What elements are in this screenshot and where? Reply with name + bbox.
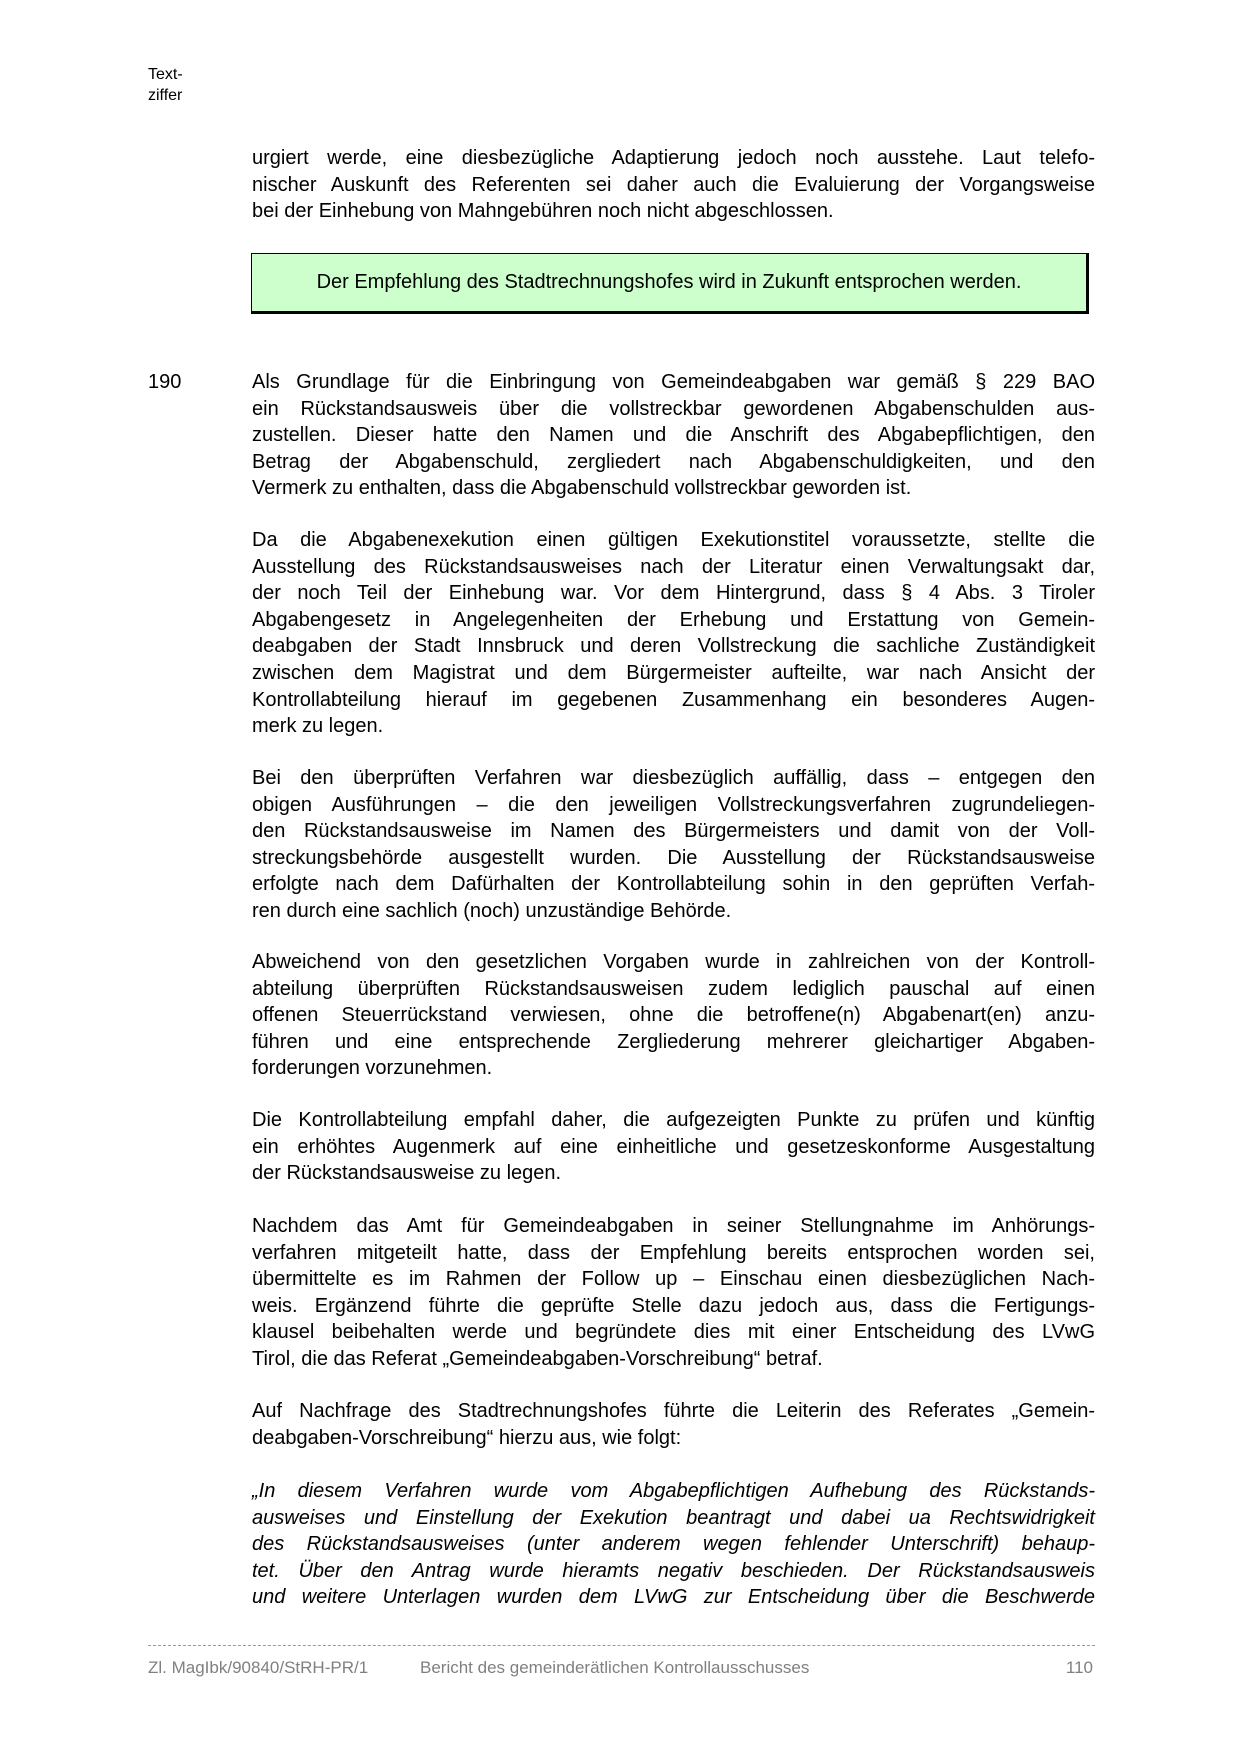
margin-label-line2: ziffer [148,87,183,104]
quote-line: des Rückstandsausweises (unter anderem wegen fehlender Unterschrift) behaup- [252,1533,1095,1556]
recommendation-text: Der Empfehlung des Stadtrechnungshofes wird in Zukunft entsprochen werden. [316,271,1022,293]
paragraph-7 [252,1398,1095,1451]
page-number: 110 [1065,1658,1093,1677]
text-line: übermittelte es im Rahmen der Follow up – Einschau einen diesbezüglichen Nach- [252,1268,1095,1291]
footer-divider [148,1645,1095,1646]
quote-line: ausweises und Einstellung der Exekution beantragt und dabei ua Rechtswidrigkeit [252,1506,1095,1529]
text-line: verfahren mitgeteilt hatte, dass der Empfehlung bereits entsprochen worden sei, [252,1241,1095,1264]
footer-title: Bericht des gemeinderätlichen Kontrollausschusses [420,1658,810,1677]
text-line: der noch Teil der Einhebung war. Vor dem Hintergrund, dass § 4 Abs. 3 Tiroler [252,582,1095,605]
text-line: deabgaben-Vorschreibung“ hierzu aus, wie folgt: [252,1426,682,1449]
paragraph-4 [252,949,1095,1082]
text-line: zustellen. Dieser hatte den Namen und die Anschrift des Abgabepflichtigen, den [252,424,1095,447]
text-line: ren durch eine sachlich (noch) unzuständige Behörde. [252,899,732,922]
text-line: abteilung überprüften Rückstandsausweisen zudem lediglich pauschal auf einen [252,977,1095,1000]
text-line: Als Grundlage für die Einbringung von Gemeindeabgaben war gemäß § 229 BAO [252,371,1095,393]
text-line: forderungen vorzunehmen. [252,1057,493,1080]
text-line: führen und eine entsprechende Zergliederung mehrerer gleichartiger Abgaben- [252,1030,1095,1053]
paragraph-2 [252,527,1095,740]
text-line: nischer Auskunft des Referenten sei daher auch die Evaluierung der Vorgangsweise [252,173,1095,196]
text-line: deabgaben der Stadt Innsbruck und deren Vollstreckung die sachliche Zuständigkeit [252,635,1095,658]
text-line: Ausstellung des Rückstandsausweises nach der Literatur einen Verwaltungsakt dar, [252,555,1095,578]
text-line: Kontrollabteilung hierauf im gegebenen Zusammenhang ein besonderes Augen- [252,688,1095,711]
text-line: obigen Ausführungen – die den jeweiligen Vollstreckungsverfahren zugrundeliegen- [252,793,1095,816]
text-line: weis. Ergänzend führte die geprüfte Stelle dazu jedoch aus, dass die Fertigungs- [252,1294,1095,1317]
text-line: Tirol, die das Referat „Gemeindeabgaben-Vorschreibung“ betraf. [252,1347,823,1370]
text-line: Abgabengesetz in Angelegenheiten der Erhebung und Erstattung von Gemein- [252,608,1095,631]
text-line: den Rückstandsausweise im Namen des Bürgermeisters und damit von der Voll- [252,820,1095,843]
margin-label-textziffer [148,64,183,106]
text-line: zwischen dem Magistrat und dem Bürgermeister aufteilte, war nach Ansicht der [252,661,1095,684]
quote-paragraph [252,1478,1095,1611]
quote-line: tet. Über den Antrag wurde hieramts negativ beschieden. Der Rückstandsausweis [252,1559,1095,1582]
text-line: Betrag der Abgabenschuld, zergliedert nach Abgabenschuldigkeiten, und den [252,450,1095,473]
text-line: Bei den überprüften Verfahren war diesbezüglich auffällig, dass – entgegen den [252,767,1095,789]
text-line: ein Rückstandsausweis über die vollstreckbar gewordenen Abgabenschulden aus- [252,397,1095,420]
text-line: der Rückstandsausweise zu legen. [252,1162,562,1185]
text-line: Auf Nachfrage des Stadtrechnungshofes führte die Leiterin des Referates „Gemein- [252,1400,1095,1422]
continuation-paragraph [252,145,1095,225]
text-line: bei der Einhebung von Mahngebühren noch nicht abgeschlossen. [252,200,834,223]
recommendation-box [251,253,1089,314]
paragraph-3 [252,765,1095,925]
text-line: streckungsbehörde ausgestellt wurden. Die Ausstellung der Rückstandsausweise [252,846,1095,869]
text-line: Da die Abgabenexekution einen gültigen Exekutionstitel voraussetzte, stellte die [252,529,1095,551]
paragraph-6 [252,1213,1095,1373]
footer-reference: Zl. MagIbk/90840/StRH-PR/1 [148,1658,369,1677]
text-line: merk zu legen. [252,715,384,738]
text-line: erfolgte nach dem Dafürhalten der Kontrollabteilung sohin in den geprüften Verfah- [252,873,1095,896]
text-line: urgiert werde, eine diesbezügliche Adaptierung jedoch noch ausstehe. Laut telefo- [252,147,1095,169]
text-line: Nachdem das Amt für Gemeindeabgaben in seiner Stellungnahme im Anhörungs- [252,1215,1095,1237]
quote-line: und weitere Unterlagen wurden dem LVwG zur Entscheidung über die Beschwerde [252,1586,1095,1609]
paragraph-1 [252,369,1095,502]
text-line: Die Kontrollabteilung empfahl daher, die aufgezeigten Punkte zu prüfen und künftig [252,1109,1095,1131]
paragraph-5 [252,1107,1095,1187]
margin-label-line1: Text- [148,66,183,83]
text-line: Abweichend von den gesetzlichen Vorgaben wurde in zahlreichen von der Kontroll- [252,951,1095,973]
text-line: Vermerk zu enthalten, dass die Abgabenschuld vollstreckbar geworden ist. [252,477,912,500]
quote-line: „In diesem Verfahren wurde vom Abgabepflichtigen Aufhebung des Rückstands- [252,1480,1095,1502]
text-line: offenen Steuerrückstand verwiesen, ohne die betroffene(n) Abgabenart(en) anzu- [252,1004,1095,1027]
text-line: ein erhöhtes Augenmerk auf eine einheitliche und gesetzeskonforme Ausgestaltung [252,1135,1095,1158]
section-number: 190 [148,371,182,393]
text-line: klausel beibehalten werde und begründete dies mit einer Entscheidung des LVwG [252,1321,1095,1344]
